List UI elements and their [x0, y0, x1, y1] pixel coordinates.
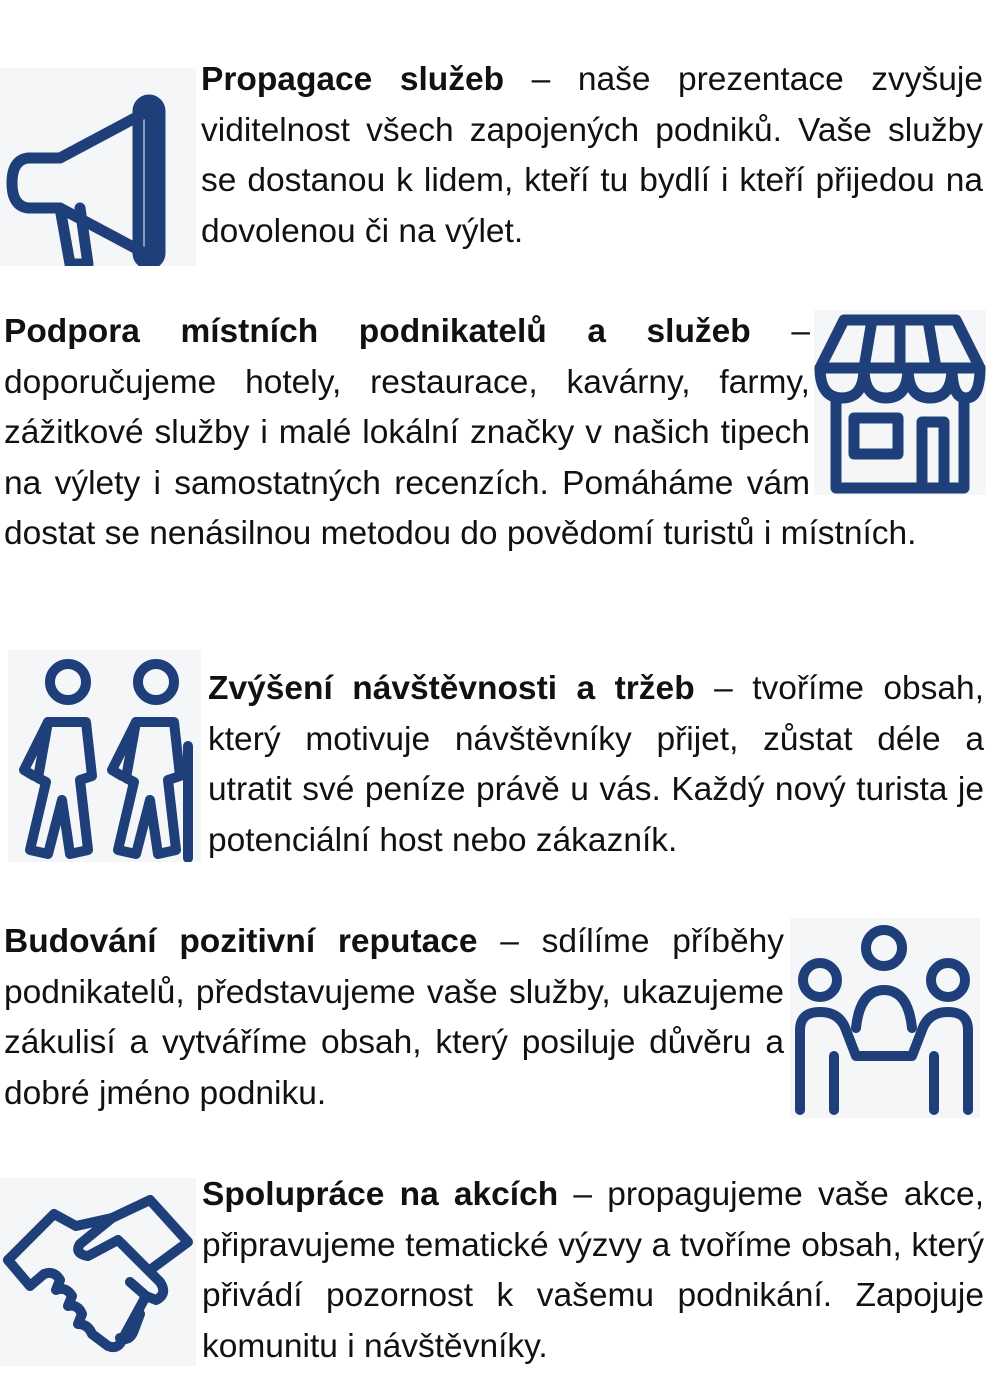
section-text: propagujeme vaše akce, připravujeme tematické výzvy a tvoříme obsah, který přivádí pozornost k vašemu podnikání. Zapojuje komunitu i návštěvníky. — [202, 1176, 984, 1365]
dash: – — [694, 670, 753, 707]
people-group-icon — [790, 918, 980, 1118]
dash: – — [504, 61, 578, 98]
dash: – — [558, 1176, 608, 1213]
handshake-icon — [0, 1178, 196, 1366]
section-title: Budování pozitivní reputace — [4, 923, 478, 960]
section-title: Podpora místních podnikatelů a služeb — [4, 313, 751, 350]
section-title: Propagace služeb — [201, 61, 505, 98]
megaphone-icon — [0, 68, 196, 266]
section-budovani — [4, 917, 784, 1119]
shop-icon — [814, 310, 986, 495]
section-text: sdílíme příběhy podnikatelů, představujeme vaše služby, ukazujeme zákulisí a vytváříme obsah, který posiluje důvěru a dobré jméno podniku. — [4, 923, 784, 1112]
dash: – — [477, 923, 542, 960]
hikers-icon — [8, 650, 201, 862]
section-propagace — [201, 55, 983, 257]
section-text: naše prezentace zvyšuje viditelnost všech zapojených podniků. Vaše služby se dostanou k lidem, kteří tu bydlí i kteří přijedou na dovolenou či na výlet. — [201, 61, 983, 250]
section-podpora — [4, 307, 986, 560]
section-zvyseni — [208, 664, 984, 866]
section-title: Zvýšení návštěvnosti a tržeb — [208, 670, 695, 707]
section-title: Spolupráce na akcích — [202, 1176, 559, 1213]
section-spoluprace — [202, 1170, 984, 1372]
dash: – — [750, 313, 810, 350]
section-text: doporučujeme hotely, restaurace, kavárny, farmy, zážitkové služby i malé lokální značky v našich tipech na výlety i samostatných recenzích. Pomáháme vám dostat se nenásilnou metodou do povědomí turistů i místních. — [4, 363, 917, 553]
section-text: tvoříme obsah, který motivuje návštěvníky přijet, zůstat déle a utratit své peníze právě u vás. Každý nový turista je potenciální host nebo zákazník. — [208, 670, 984, 859]
